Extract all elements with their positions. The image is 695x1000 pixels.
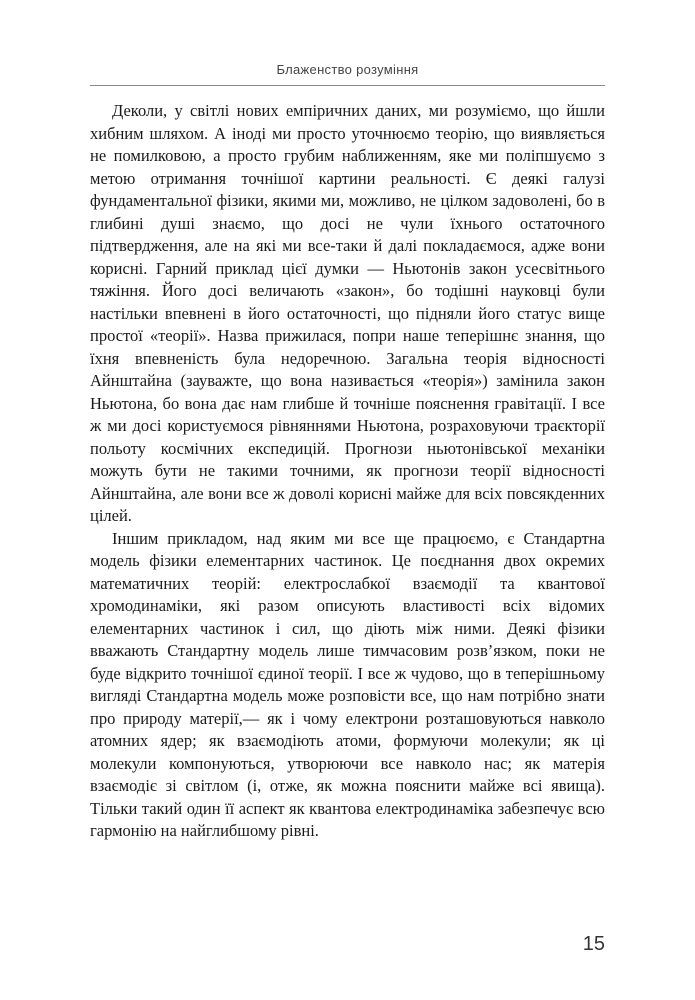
page-number: 15 [582, 933, 605, 955]
running-header: Блаженство розуміння [276, 62, 419, 77]
paragraph-1: Деколи, у світлі нових емпіричних даних, ми розуміємо, що йшли хибним шляхом. А іноді ми просто уточнюємо теорію, що виявляється не помилковою, а просто грубим наближенням, яке ми поліпшуємо з метою отримання точнішої картини реальності. Є деякі галузі фундаментальної фізики, якими ми, можливо, не цілком задоволені, бо в глибині душі знаємо, що досі не чули їхнього остаточного підтвердження, але на які ми все-таки й далі покладаємося, адже вони корисні. Гарний приклад цієї думки — Ньютонів закон усесвітнього тяжіння. Його досі величають «закон», бо тодішні науковці були настільки впевнені в його остаточності, що підняли його статус вище простої «теорії». Назва прижилася, попри наше теперішнє знання, що їхня впевненість була недоречною. Загальна теорія відносності Айнштайна (зауважте, що вона називається «теорія») замінила закон Ньютона, бо вона дає нам глибше й точніше пояснення гравітації. І все ж ми досі користуємося рівняннями Ньютона, розраховуючи траєкторії польоту космічних експедицій. Прогнози ньютонівської механіки можуть бути не такими точними, як прогнози теорії відносності Айнштайна, але вони все ж доволі корисні майже для всіх повсякденних цілей. [90, 101, 605, 525]
header-divider [90, 85, 605, 86]
paragraph-2: Іншим прикладом, над яким ми все ще працюємо, є Стандартна модель фізики елементарних частинок. Це поєднання двох окремих математичних теорій: електрослабкої взаємодії та квантової хромодинаміки, які разом описують властивості всіх відомих елементарних частинок і сил, що діють між ними. Деякі фізики вважають Стандартну модель лише тимчасовим розв’язком, поки не буде відкрито точнішої єдиної теорії. І все ж чудово, що в теперішньому вигляді Стандартна модель може розповісти все, що нам потрібно знати про природу матерії,— як і чому електрони розташовуються навколо атомних ядер; як взаємодіють атоми, формуючи молекули; як ці молекули компонуються, утворюючи все навколо нас; як матерія взаємодіє зі світлом (і, отже, як можна пояснити майже всі явища). Тільки такий один її аспект як квантова електродинаміка забезпечує всю гармонію на найглибшому рівні. [90, 528, 605, 840]
main-text [90, 100, 605, 843]
